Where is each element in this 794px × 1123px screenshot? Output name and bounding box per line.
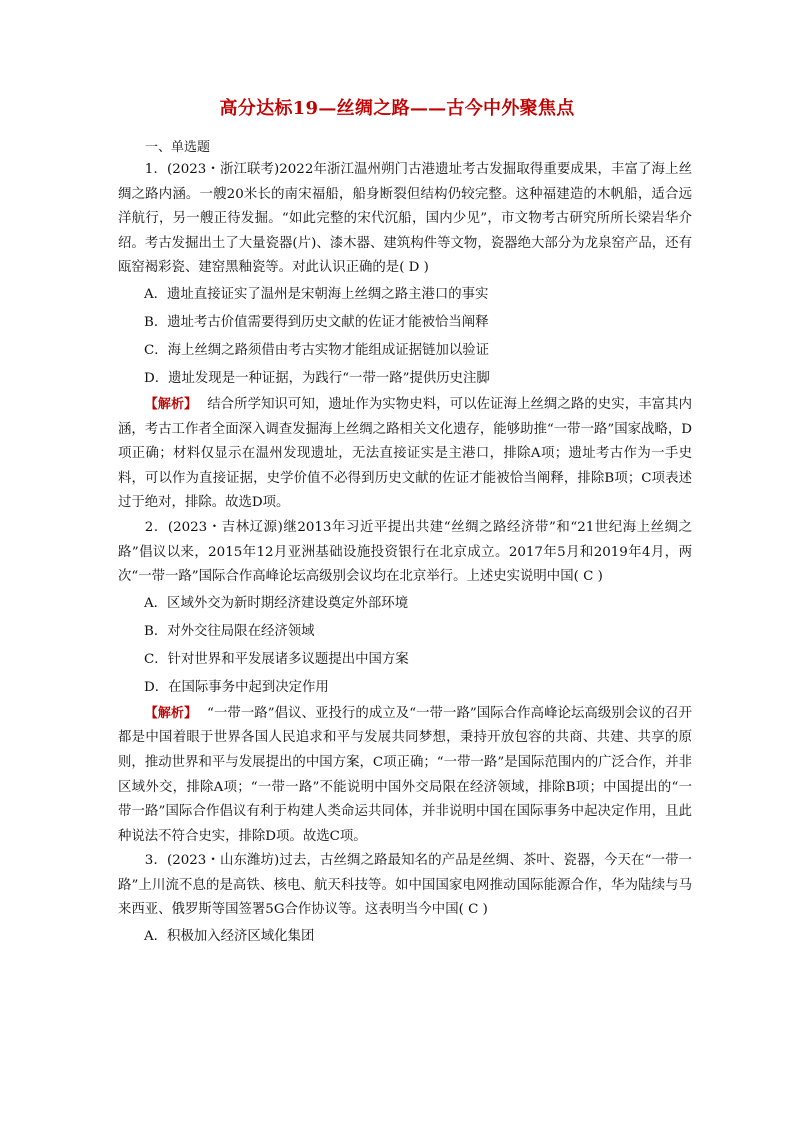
- question-text: 2022年浙江温州朔门古港遗址考古发掘取得重要成果，丰富了海上丝绸之路内涵。一艘20米长的南宋福船，船身断裂但结构仍较完整。这种福建造的木帆船，适合远洋航行，另一艘正待发掘。“如此完整的宋代沉船，国内少见”，市文物考古研究所所长梁岩华介绍。考古发掘出土了大量瓷器(片)、漆木器、建筑构件等文物，瓷器绝大部分为龙泉窑产品，还有瓯窑褐彩瓷、建窑黑釉瓷等。对此认识正确的是: [118, 162, 692, 276]
- question-source: (2023・吉林辽源): [167, 519, 283, 535]
- question-1: [118, 158, 692, 516]
- option-a: A．遗址直接证实了温州是宋朝海上丝绸之路主港口的事实: [144, 286, 489, 302]
- analysis-text: “一带一路”倡议、亚投行的成立及“一带一路”国际合作高峰论坛高级别会议的召开都是中国着眼于世界各国人民追求和平与发展共同梦想，秉持开放包容的共商、共建、共享的原则，推动世界和平与发展提出的中国方案，C项正确；“一带一路”是国际范围内的广泛合作，并非区域外交，排除A项；“一带一路”不能说明中国外交局限在经济领域，排除B项；中国提出的“一带一路”国际合作倡议有利于构建人类命运共同体，并非说明中国在国际事务中起决定作用，且此种说法不符合史实，排除D项。故选C项。: [118, 705, 692, 844]
- analysis-paragraph: [118, 393, 692, 516]
- option-c: C．针对世界和平发展诸多议题提出中国方案: [144, 651, 409, 667]
- analysis-label: 【解析】: [144, 396, 198, 412]
- page-title: 高分达标19—丝绸之路——古今中外聚焦点: [219, 98, 575, 119]
- question-text: 继2013年习近平提出共建“丝绸之路经济带”和“21世纪海上丝绸之路”倡议以来，2015年12月亚洲基础设施投资银行在北京成立。2017年5月和2019年4月，两次“一带一路”国际合作高峰论坛高级别会议均在北京举行。上述史实说明中国: [118, 519, 693, 585]
- question-stem: [118, 516, 692, 590]
- option-b: B．对外交往局限在经济领域: [144, 623, 315, 639]
- question-source: (2023・山东潍坊): [166, 853, 280, 869]
- question-source: (2023・浙江联考): [166, 162, 280, 177]
- option-d: D．在国际事务中起到决定作用: [144, 679, 329, 695]
- analysis-paragraph: [118, 702, 692, 850]
- question-answer: ( C ): [458, 902, 488, 918]
- question-number: 2．: [144, 519, 168, 535]
- question-number: 3．: [144, 853, 167, 869]
- option-a: A．积极加入经济区域化集团: [144, 929, 315, 945]
- analysis-text: 结合所学知识可知，遗址作为实物史料，可以佐证海上丝绸之路的史实，丰富其内涵，考古工作者全面深入调查发掘海上丝绸之路相关文化遗存，能够助推“一带一路”国家战略，D项正确；材料仅显示在温州发现遗址，无法直接证实是主港口，排除A项；遗址考古作为一手史料，可以作为直接证据，史学价值不必得到历史文献的佐证才能被恰当阐释，排除B项；C项表述过于绝对，排除。故选D项。: [118, 396, 692, 511]
- question-stem: [118, 849, 692, 923]
- question-2: [118, 516, 692, 849]
- option-b: B．遗址考古价值需要得到历史文献的佐证才能被恰当阐释: [144, 314, 489, 330]
- section-heading: 一、单选题: [145, 140, 211, 155]
- document-body: [118, 158, 692, 951]
- question-stem: [118, 158, 692, 281]
- question-answer: ( D ): [399, 260, 429, 276]
- question-number: 1．: [144, 162, 167, 177]
- question-text: 过去，古丝绸之路最知名的产品是丝绸、茶叶、瓷器，今天在“一带一路”上川流不息的是高铁、核电、航天科技等。如中国国家电网推动国际能源合作，华为陆续与马来西亚、俄罗斯等国签署5G合作协议等。这表明当今中国: [118, 853, 693, 918]
- option-d: D．遗址发现是一种证据，为践行“一带一路”提供历史注脚: [144, 370, 490, 386]
- question-3: [118, 849, 692, 951]
- option-c: C．海上丝绸之路须借由考古实物才能组成证据链加以验证: [144, 342, 490, 358]
- question-answer: ( C ): [573, 569, 603, 585]
- option-a: A．区域外交为新时期经济建设奠定外部环境: [144, 595, 409, 611]
- analysis-label: 【解析】: [144, 705, 198, 721]
